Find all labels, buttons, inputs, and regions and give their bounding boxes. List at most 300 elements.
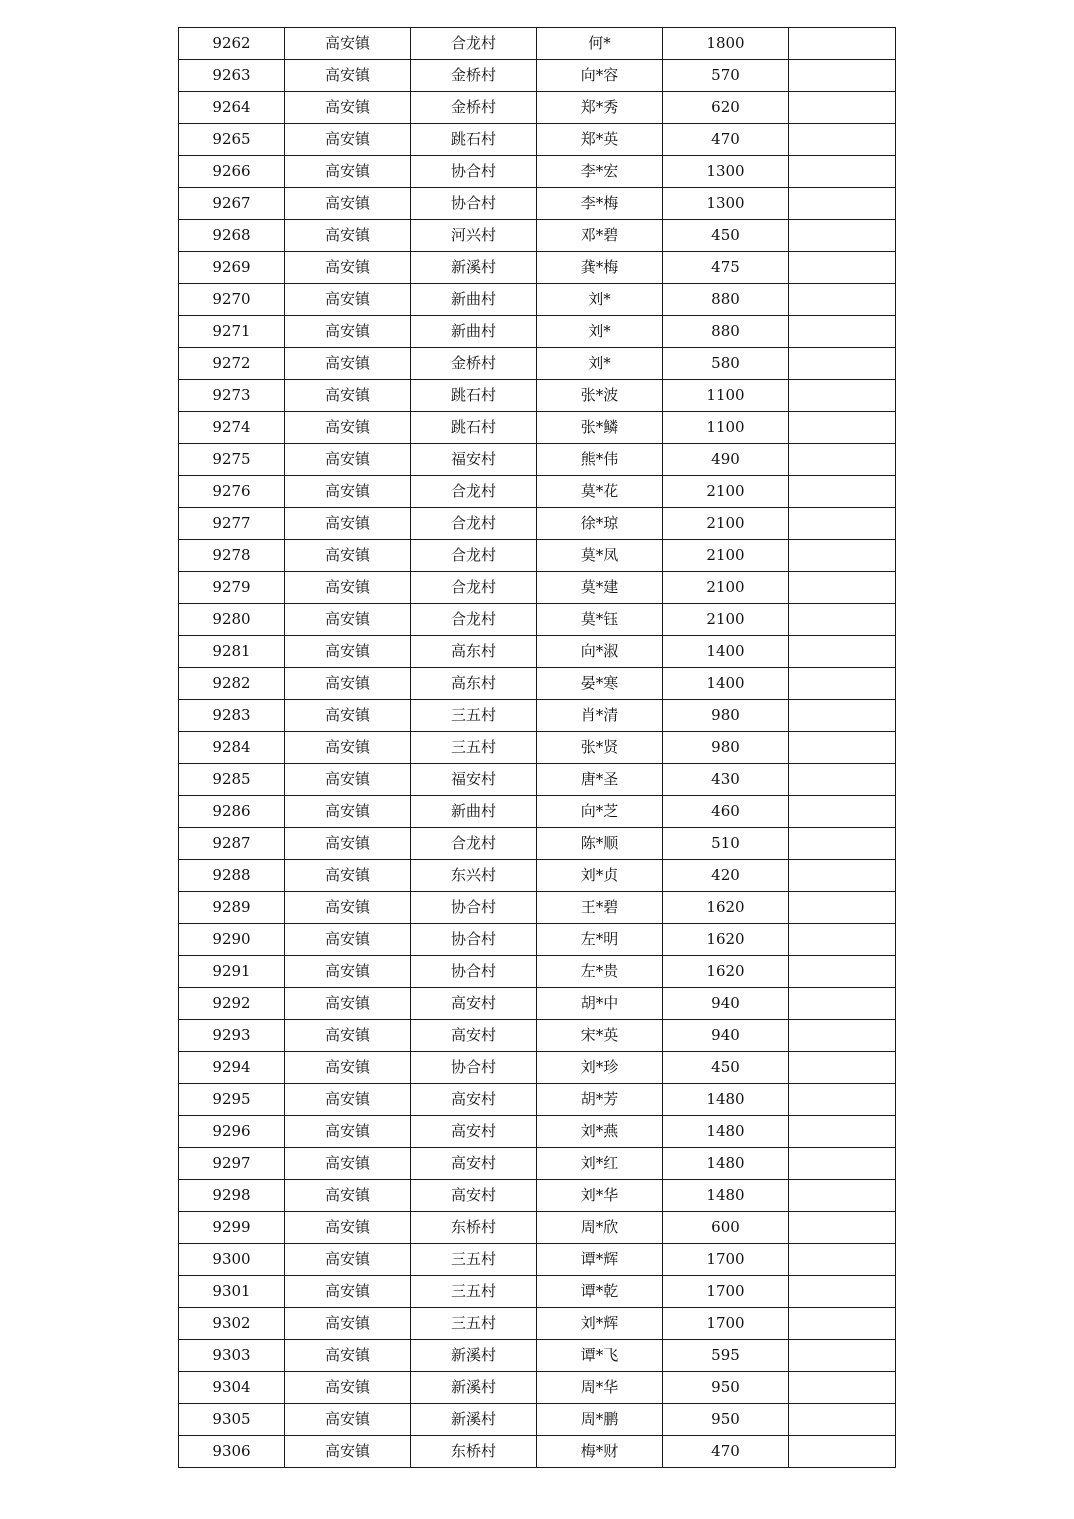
amount-cell: 460 [663,796,789,828]
amount-cell: 595 [663,1340,789,1372]
row-number-cell: 9275 [179,444,285,476]
name-cell: 郑*英 [537,124,663,156]
table-row [179,860,896,892]
row-number-cell: 9288 [179,860,285,892]
row-number-cell: 9277 [179,508,285,540]
note-cell [789,604,896,636]
town-cell: 高安镇 [285,92,411,124]
amount-cell: 1300 [663,188,789,220]
note-cell [789,1436,896,1468]
village-cell: 金桥村 [411,92,537,124]
village-cell: 新溪村 [411,1340,537,1372]
note-cell [789,1308,896,1340]
table-row [179,444,896,476]
note-cell [789,124,896,156]
note-cell [789,1340,896,1372]
town-cell: 高安镇 [285,956,411,988]
town-cell: 高安镇 [285,860,411,892]
name-cell: 刘* [537,316,663,348]
town-cell: 高安镇 [285,284,411,316]
village-cell: 三五村 [411,1276,537,1308]
amount-cell: 1300 [663,156,789,188]
town-cell: 高安镇 [285,444,411,476]
town-cell: 高安镇 [285,732,411,764]
table-row [179,956,896,988]
name-cell: 徐*琼 [537,508,663,540]
town-cell: 高安镇 [285,1212,411,1244]
note-cell [789,476,896,508]
note-cell [789,1212,896,1244]
town-cell: 高安镇 [285,1340,411,1372]
note-cell [789,732,896,764]
village-cell: 高东村 [411,636,537,668]
town-cell: 高安镇 [285,988,411,1020]
table-row [179,1436,896,1468]
town-cell: 高安镇 [285,764,411,796]
town-cell: 高安镇 [285,60,411,92]
name-cell: 刘*辉 [537,1308,663,1340]
town-cell: 高安镇 [285,1436,411,1468]
name-cell: 张*贤 [537,732,663,764]
village-cell: 三五村 [411,700,537,732]
village-cell: 福安村 [411,444,537,476]
row-number-cell: 9286 [179,796,285,828]
row-number-cell: 9301 [179,1276,285,1308]
town-cell: 高安镇 [285,924,411,956]
table-row [179,700,896,732]
note-cell [789,572,896,604]
amount-cell: 1800 [663,28,789,60]
row-number-cell: 9269 [179,252,285,284]
town-cell: 高安镇 [285,124,411,156]
table-row [179,1308,896,1340]
row-number-cell: 9268 [179,220,285,252]
name-cell: 周*鹏 [537,1404,663,1436]
village-cell: 协合村 [411,924,537,956]
village-cell: 合龙村 [411,572,537,604]
name-cell: 熊*伟 [537,444,663,476]
village-cell: 合龙村 [411,604,537,636]
village-cell: 协合村 [411,892,537,924]
name-cell: 李*梅 [537,188,663,220]
table-row [179,988,896,1020]
table-row [179,1276,896,1308]
name-cell: 谭*乾 [537,1276,663,1308]
name-cell: 向*芝 [537,796,663,828]
note-cell [789,60,896,92]
row-number-cell: 9285 [179,764,285,796]
row-number-cell: 9304 [179,1372,285,1404]
amount-cell: 2100 [663,572,789,604]
row-number-cell: 9306 [179,1436,285,1468]
row-number-cell: 9264 [179,92,285,124]
town-cell: 高安镇 [285,1052,411,1084]
village-cell: 高安村 [411,1084,537,1116]
village-cell: 东兴村 [411,860,537,892]
amount-cell: 1700 [663,1244,789,1276]
name-cell: 李*宏 [537,156,663,188]
name-cell: 谭*飞 [537,1340,663,1372]
row-number-cell: 9297 [179,1148,285,1180]
note-cell [789,668,896,700]
note-cell [789,316,896,348]
village-cell: 合龙村 [411,476,537,508]
row-number-cell: 9265 [179,124,285,156]
amount-cell: 950 [663,1372,789,1404]
table-row [179,92,896,124]
table-row [179,732,896,764]
amount-cell: 940 [663,988,789,1020]
name-cell: 向*淑 [537,636,663,668]
table-row [179,764,896,796]
note-cell [789,188,896,220]
note-cell [789,1084,896,1116]
row-number-cell: 9280 [179,604,285,636]
row-number-cell: 9282 [179,668,285,700]
note-cell [789,284,896,316]
town-cell: 高安镇 [285,252,411,284]
town-cell: 高安镇 [285,316,411,348]
row-number-cell: 9295 [179,1084,285,1116]
table-row [179,28,896,60]
row-number-cell: 9274 [179,412,285,444]
name-cell: 胡*芳 [537,1084,663,1116]
table-row [179,1244,896,1276]
name-cell: 莫*钰 [537,604,663,636]
village-cell: 合龙村 [411,828,537,860]
table-row [179,572,896,604]
name-cell: 肖*清 [537,700,663,732]
name-cell: 刘* [537,284,663,316]
row-number-cell: 9278 [179,540,285,572]
table-row [179,1084,896,1116]
row-number-cell: 9283 [179,700,285,732]
town-cell: 高安镇 [285,188,411,220]
row-number-cell: 9302 [179,1308,285,1340]
name-cell: 莫*凤 [537,540,663,572]
amount-cell: 2100 [663,476,789,508]
name-cell: 谭*辉 [537,1244,663,1276]
village-cell: 高安村 [411,1148,537,1180]
note-cell [789,444,896,476]
amount-cell: 880 [663,284,789,316]
town-cell: 高安镇 [285,1244,411,1276]
note-cell [789,412,896,444]
village-cell: 三五村 [411,1244,537,1276]
table-row [179,1212,896,1244]
village-cell: 三五村 [411,1308,537,1340]
note-cell [789,156,896,188]
town-cell: 高安镇 [285,1308,411,1340]
table-row [179,60,896,92]
table-row [179,1052,896,1084]
amount-cell: 510 [663,828,789,860]
amount-cell: 1400 [663,668,789,700]
name-cell: 邓*碧 [537,220,663,252]
town-cell: 高安镇 [285,412,411,444]
amount-cell: 1700 [663,1276,789,1308]
note-cell [789,1148,896,1180]
village-cell: 高安村 [411,1116,537,1148]
amount-cell: 2100 [663,604,789,636]
table-row [179,156,896,188]
amount-cell: 430 [663,764,789,796]
village-cell: 河兴村 [411,220,537,252]
note-cell [789,28,896,60]
name-cell: 莫*建 [537,572,663,604]
town-cell: 高安镇 [285,604,411,636]
row-number-cell: 9298 [179,1180,285,1212]
name-cell: 左*贵 [537,956,663,988]
town-cell: 高安镇 [285,828,411,860]
table-row [179,1148,896,1180]
village-cell: 新溪村 [411,252,537,284]
note-cell [789,1404,896,1436]
row-number-cell: 9292 [179,988,285,1020]
name-cell: 梅*财 [537,1436,663,1468]
note-cell [789,348,896,380]
note-cell [789,956,896,988]
village-cell: 跳石村 [411,412,537,444]
town-cell: 高安镇 [285,892,411,924]
village-cell: 高安村 [411,988,537,1020]
amount-cell: 1100 [663,412,789,444]
table-row [179,540,896,572]
row-number-cell: 9289 [179,892,285,924]
name-cell: 王*碧 [537,892,663,924]
table-row [179,924,896,956]
row-number-cell: 9262 [179,28,285,60]
note-cell [789,924,896,956]
row-number-cell: 9305 [179,1404,285,1436]
note-cell [789,636,896,668]
town-cell: 高安镇 [285,508,411,540]
table-row [179,828,896,860]
note-cell [789,92,896,124]
name-cell: 宋*英 [537,1020,663,1052]
amount-cell: 880 [663,316,789,348]
table-row [179,476,896,508]
town-cell: 高安镇 [285,1180,411,1212]
note-cell [789,380,896,412]
note-cell [789,1244,896,1276]
name-cell: 左*明 [537,924,663,956]
village-cell: 东桥村 [411,1212,537,1244]
village-cell: 新溪村 [411,1404,537,1436]
town-cell: 高安镇 [285,1084,411,1116]
table-row [179,188,896,220]
amount-cell: 475 [663,252,789,284]
note-cell [789,220,896,252]
note-cell [789,508,896,540]
name-cell: 刘* [537,348,663,380]
amount-cell: 1480 [663,1180,789,1212]
name-cell: 张*鳞 [537,412,663,444]
amount-cell: 2100 [663,508,789,540]
amount-cell: 1480 [663,1116,789,1148]
village-cell: 合龙村 [411,508,537,540]
amount-cell: 490 [663,444,789,476]
name-cell: 周*欣 [537,1212,663,1244]
row-number-cell: 9279 [179,572,285,604]
row-number-cell: 9299 [179,1212,285,1244]
town-cell: 高安镇 [285,540,411,572]
table-row [179,796,896,828]
town-cell: 高安镇 [285,1116,411,1148]
row-number-cell: 9281 [179,636,285,668]
town-cell: 高安镇 [285,1020,411,1052]
name-cell: 张*波 [537,380,663,412]
amount-cell: 450 [663,1052,789,1084]
village-cell: 协合村 [411,188,537,220]
town-cell: 高安镇 [285,572,411,604]
table-row [179,636,896,668]
note-cell [789,1180,896,1212]
row-number-cell: 9270 [179,284,285,316]
village-cell: 跳石村 [411,380,537,412]
row-number-cell: 9296 [179,1116,285,1148]
amount-cell: 1100 [663,380,789,412]
town-cell: 高安镇 [285,636,411,668]
table-row [179,1340,896,1372]
table-row [179,1404,896,1436]
table-row [179,1116,896,1148]
table-row [179,348,896,380]
row-number-cell: 9287 [179,828,285,860]
note-cell [789,1372,896,1404]
village-cell: 新曲村 [411,284,537,316]
roster-table-body [179,28,896,1468]
amount-cell: 980 [663,700,789,732]
note-cell [789,700,896,732]
row-number-cell: 9294 [179,1052,285,1084]
village-cell: 协合村 [411,956,537,988]
amount-cell: 1620 [663,956,789,988]
town-cell: 高安镇 [285,28,411,60]
name-cell: 郑*秀 [537,92,663,124]
name-cell: 刘*燕 [537,1116,663,1148]
town-cell: 高安镇 [285,476,411,508]
name-cell: 莫*花 [537,476,663,508]
note-cell [789,828,896,860]
table-row [179,892,896,924]
village-cell: 跳石村 [411,124,537,156]
village-cell: 新曲村 [411,796,537,828]
table-row [179,604,896,636]
amount-cell: 470 [663,124,789,156]
note-cell [789,860,896,892]
note-cell [789,252,896,284]
row-number-cell: 9284 [179,732,285,764]
village-cell: 三五村 [411,732,537,764]
name-cell: 晏*寒 [537,668,663,700]
table-row [179,124,896,156]
village-cell: 金桥村 [411,348,537,380]
village-cell: 高安村 [411,1020,537,1052]
village-cell: 金桥村 [411,60,537,92]
table-row [179,668,896,700]
row-number-cell: 9303 [179,1340,285,1372]
table-row [179,380,896,412]
town-cell: 高安镇 [285,1372,411,1404]
town-cell: 高安镇 [285,1276,411,1308]
name-cell: 唐*圣 [537,764,663,796]
amount-cell: 950 [663,1404,789,1436]
roster-table [178,27,896,1468]
name-cell: 胡*中 [537,988,663,1020]
name-cell: 龚*梅 [537,252,663,284]
amount-cell: 600 [663,1212,789,1244]
note-cell [789,1020,896,1052]
table-row [179,508,896,540]
town-cell: 高安镇 [285,668,411,700]
village-cell: 协合村 [411,1052,537,1084]
row-number-cell: 9263 [179,60,285,92]
amount-cell: 580 [663,348,789,380]
town-cell: 高安镇 [285,700,411,732]
row-number-cell: 9266 [179,156,285,188]
row-number-cell: 9267 [179,188,285,220]
row-number-cell: 9291 [179,956,285,988]
note-cell [789,1052,896,1084]
row-number-cell: 9290 [179,924,285,956]
amount-cell: 1700 [663,1308,789,1340]
amount-cell: 1620 [663,892,789,924]
town-cell: 高安镇 [285,1404,411,1436]
note-cell [789,892,896,924]
row-number-cell: 9272 [179,348,285,380]
amount-cell: 420 [663,860,789,892]
note-cell [789,764,896,796]
table-row [179,252,896,284]
village-cell: 福安村 [411,764,537,796]
name-cell: 向*容 [537,60,663,92]
amount-cell: 2100 [663,540,789,572]
note-cell [789,988,896,1020]
note-cell [789,1116,896,1148]
village-cell: 东桥村 [411,1436,537,1468]
name-cell: 刘*贞 [537,860,663,892]
village-cell: 合龙村 [411,540,537,572]
town-cell: 高安镇 [285,380,411,412]
row-number-cell: 9300 [179,1244,285,1276]
table-row [179,220,896,252]
row-number-cell: 9293 [179,1020,285,1052]
village-cell: 协合村 [411,156,537,188]
village-cell: 新曲村 [411,316,537,348]
row-number-cell: 9273 [179,380,285,412]
name-cell: 陈*顺 [537,828,663,860]
row-number-cell: 9271 [179,316,285,348]
town-cell: 高安镇 [285,1148,411,1180]
town-cell: 高安镇 [285,796,411,828]
town-cell: 高安镇 [285,220,411,252]
amount-cell: 450 [663,220,789,252]
table-row [179,1020,896,1052]
note-cell [789,540,896,572]
name-cell: 刘*华 [537,1180,663,1212]
row-number-cell: 9276 [179,476,285,508]
table-row [179,412,896,444]
amount-cell: 1620 [663,924,789,956]
village-cell: 合龙村 [411,28,537,60]
name-cell: 何* [537,28,663,60]
amount-cell: 1480 [663,1148,789,1180]
amount-cell: 570 [663,60,789,92]
village-cell: 高安村 [411,1180,537,1212]
amount-cell: 1400 [663,636,789,668]
village-cell: 新溪村 [411,1372,537,1404]
